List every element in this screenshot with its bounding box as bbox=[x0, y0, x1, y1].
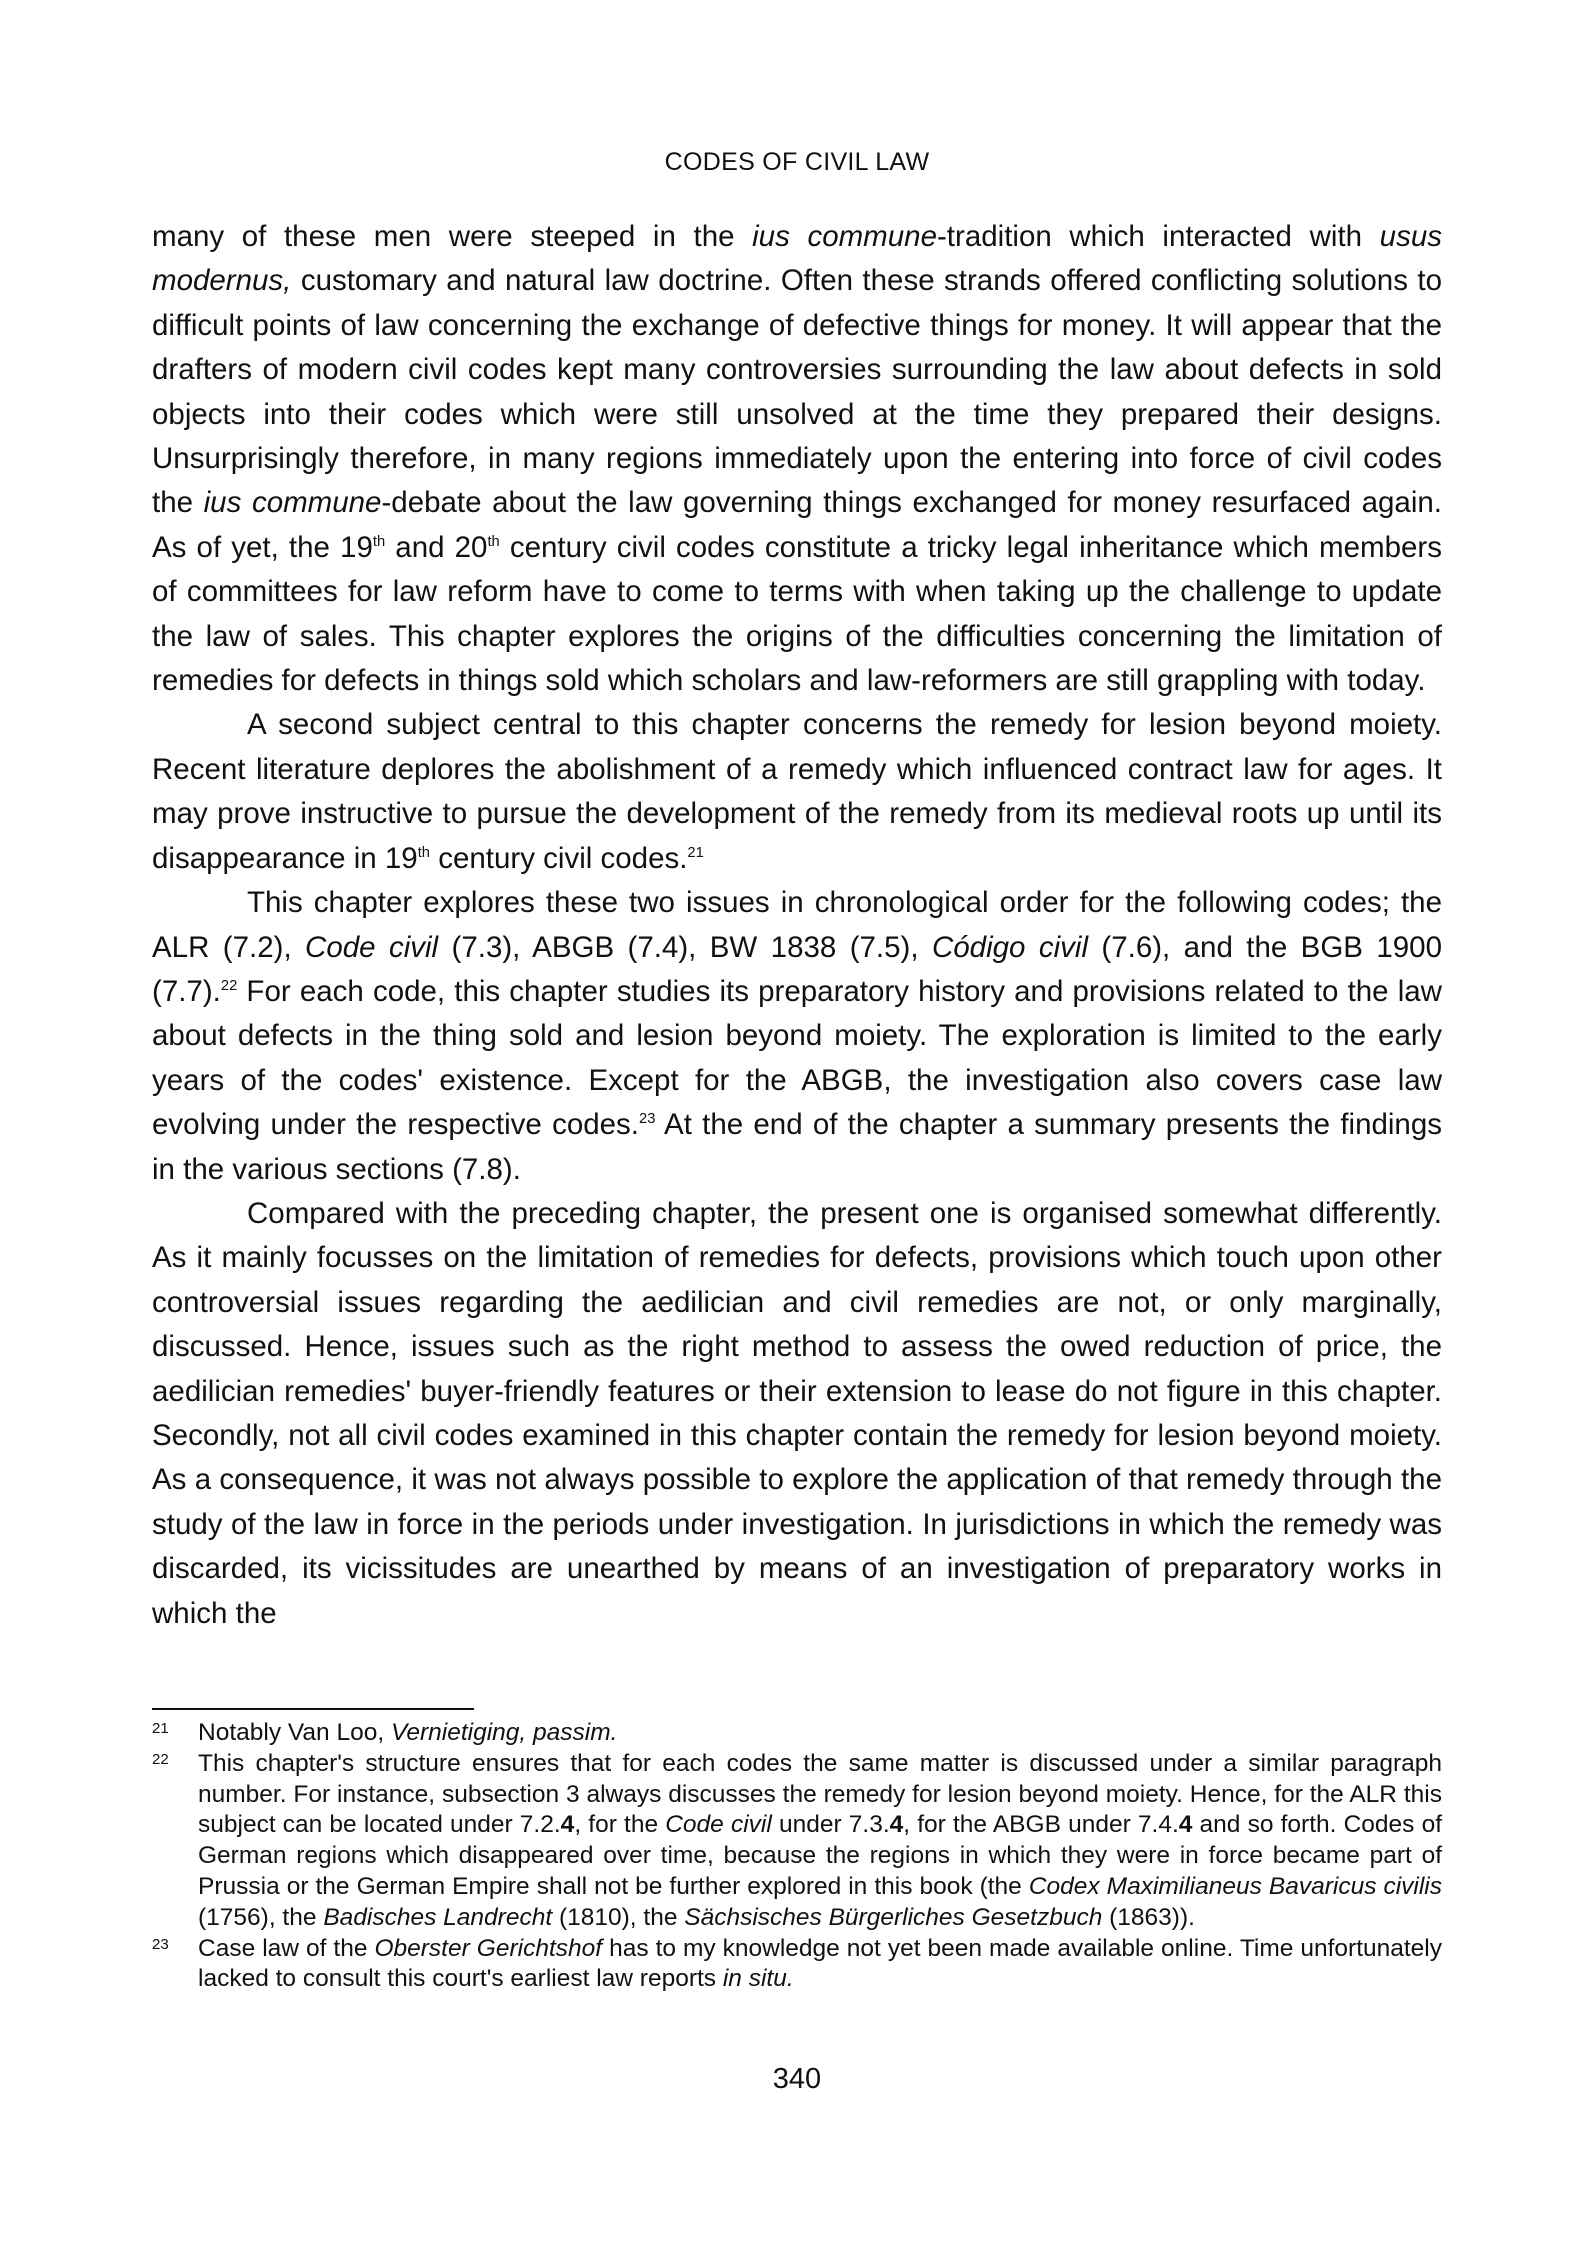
footnote-divider bbox=[152, 1708, 474, 1710]
italic-text: Badisches Landrecht bbox=[323, 1903, 553, 1931]
italic-text: Sächsisches Bürgerliches Gesetzbuch bbox=[684, 1903, 1103, 1931]
footnote-number: 22 bbox=[152, 1750, 169, 1768]
text-run: (1810), the bbox=[552, 1903, 685, 1931]
paragraph bbox=[152, 1192, 1442, 1636]
text-run: (1756), the bbox=[198, 1903, 324, 1931]
text-run: This chapter's structure ensures that for each codes the same matter is discussed under a similar paragraph number. For instance, subsection 3 always discusses the remedy for lesion beyond moiety. Hence, for the ALR this subject can be located under 7.2. bbox=[198, 1749, 1442, 1839]
superscript: th bbox=[417, 844, 431, 861]
italic-text: ius commune bbox=[752, 220, 937, 253]
text-run: under 7.3. bbox=[771, 1811, 890, 1839]
footnotes bbox=[152, 1718, 1442, 1995]
text-run: , for the bbox=[574, 1811, 666, 1839]
footnote-text bbox=[198, 1718, 1442, 1749]
italic-text: Code civil bbox=[305, 930, 439, 964]
text-run: (1863)). bbox=[1102, 1903, 1195, 1931]
italic-text: Codex Maximilianeus Bavaricus civilis bbox=[1028, 1872, 1442, 1900]
text-run: Case law of the bbox=[198, 1934, 375, 1962]
text-run: -tradition which interacted with bbox=[936, 220, 1380, 253]
text-run: century civil codes constitute a tricky legal inheritance which members of committees for law reform have to come to terms with when taking up the challenge to update the law of sales. This chapter explores the origins of the difficulties concerning the limitation of remedies for defects in things sold which scholars and law-reformers are still grappling with today. bbox=[152, 530, 1442, 698]
text-run: has to my knowledge not yet been made available online. Time unfortunately lacked to consult this court's earliest law reports bbox=[198, 1934, 1443, 1993]
footnote-number: 23 bbox=[152, 1935, 169, 1953]
footnote bbox=[152, 1934, 1442, 1996]
bold-text: 4 bbox=[1178, 1811, 1193, 1839]
text-run: Compared with the preceding chapter, the present one is organised somewhat differently. As it mainly focusses on the limitation of remedies for defects, provisions which touch upon other controversial issues regarding the aedilician and civil remedies are not, or only marginally, discussed. Hence, issues such as the right method to assess the owed reduction of price, the aedilician remedies' buyer-friendly features or their extension to lease do not figure in this chapter. Secondly, not all civil codes examined in this chapter contain the remedy for lesion beyond moiety. As a consequence, it was not always possible to explore the application of that remedy through the study of the law in force in the periods under investigation. In jurisdictions in which the remedy was discarded, its vicissitudes are unearthed by means of an investigation of preparatory works in which the bbox=[152, 1196, 1442, 1630]
text-run: customary and natural law doctrine. Often these strands offered conflicting solutions to difficult points of law concerning the exchange of defective things for money. It will appear that the drafters of modern civil codes kept many controversies surrounding the law about defects in sold objects into their codes which were still unsolved at the time they prepared their designs. Unsurprisingly therefore, in many regions immediately upon the entering into force of civil codes the bbox=[152, 264, 1442, 520]
body-text bbox=[152, 215, 1442, 1636]
italic-text: Oberster Gerichtshof bbox=[374, 1934, 603, 1962]
footnote-number: 21 bbox=[152, 1720, 169, 1737]
text-run: and 20 bbox=[385, 530, 488, 564]
italic-text: Code civil bbox=[665, 1811, 772, 1839]
footnote bbox=[152, 1718, 1442, 1749]
text-run: (7.6), and the BGB 1900 (7.7). bbox=[152, 930, 1442, 1008]
italic-text: in situ. bbox=[722, 1965, 794, 1993]
superscript: th bbox=[487, 534, 500, 551]
italic-text: usus modernus, bbox=[152, 220, 1442, 298]
italic-text: Vernietiging, passim. bbox=[390, 1719, 618, 1746]
text-run: and so forth. Codes of German regions which disappeared over time, because the regions in which they were in force became part of Prussia or the German Empire shall not be further explored in this book (the bbox=[198, 1811, 1443, 1900]
footnote-text bbox=[198, 1749, 1442, 1934]
text-run: , for the ABGB under 7.4. bbox=[903, 1811, 1179, 1839]
bold-text: 4 bbox=[889, 1811, 904, 1839]
footnote bbox=[152, 1749, 1442, 1934]
text-run: A second subject central to this chapter concerns the remedy for lesion beyond moiety. Recent literature deplores the abolishment of a remedy which influenced contract law for ages. It may prove instructive to pursue the development of the remedy from its medieval roots up until its disappearance in 19 bbox=[152, 708, 1442, 875]
superscript: 22 bbox=[220, 978, 238, 995]
italic-text: Código civil bbox=[931, 930, 1088, 964]
paragraph bbox=[152, 703, 1442, 881]
superscript: th bbox=[372, 534, 386, 551]
italic-text: ius commune bbox=[203, 486, 382, 520]
bold-text: 4 bbox=[560, 1811, 575, 1839]
page-number: 340 bbox=[772, 2063, 822, 2095]
text-run: many of these men were steeped in the bbox=[152, 220, 753, 253]
footnote-text bbox=[198, 1934, 1442, 1996]
text-run: -debate about the law governing things exchanged for money resurfaced again. As of yet, the 19 bbox=[152, 486, 1442, 564]
text-run: Notably Van Loo, bbox=[198, 1719, 391, 1746]
text-run: At the end of the chapter a summary presents the findings in the various sections (7.8). bbox=[152, 1108, 1442, 1186]
superscript: 21 bbox=[687, 844, 704, 861]
paragraph bbox=[152, 215, 1442, 703]
paragraph bbox=[152, 881, 1442, 1192]
text-run: century civil codes. bbox=[430, 841, 688, 875]
running-header: CODES OF CIVIL LAW bbox=[664, 148, 930, 176]
superscript: 23 bbox=[639, 1111, 656, 1128]
text-run: For each code, this chapter studies its preparatory history and provisions related to the law about defects in the thing sold and lesion beyond moiety. The exploration is limited to the early years of the codes' existence. Except for the ABGB, the investigation also covers case law evolving under the respective codes. bbox=[152, 974, 1442, 1142]
text-run: This chapter explores these two issues in chronological order for the following codes; the ALR (7.2), bbox=[152, 886, 1442, 964]
text-run: (7.3), ABGB (7.4), BW 1838 (7.5), bbox=[438, 930, 932, 964]
